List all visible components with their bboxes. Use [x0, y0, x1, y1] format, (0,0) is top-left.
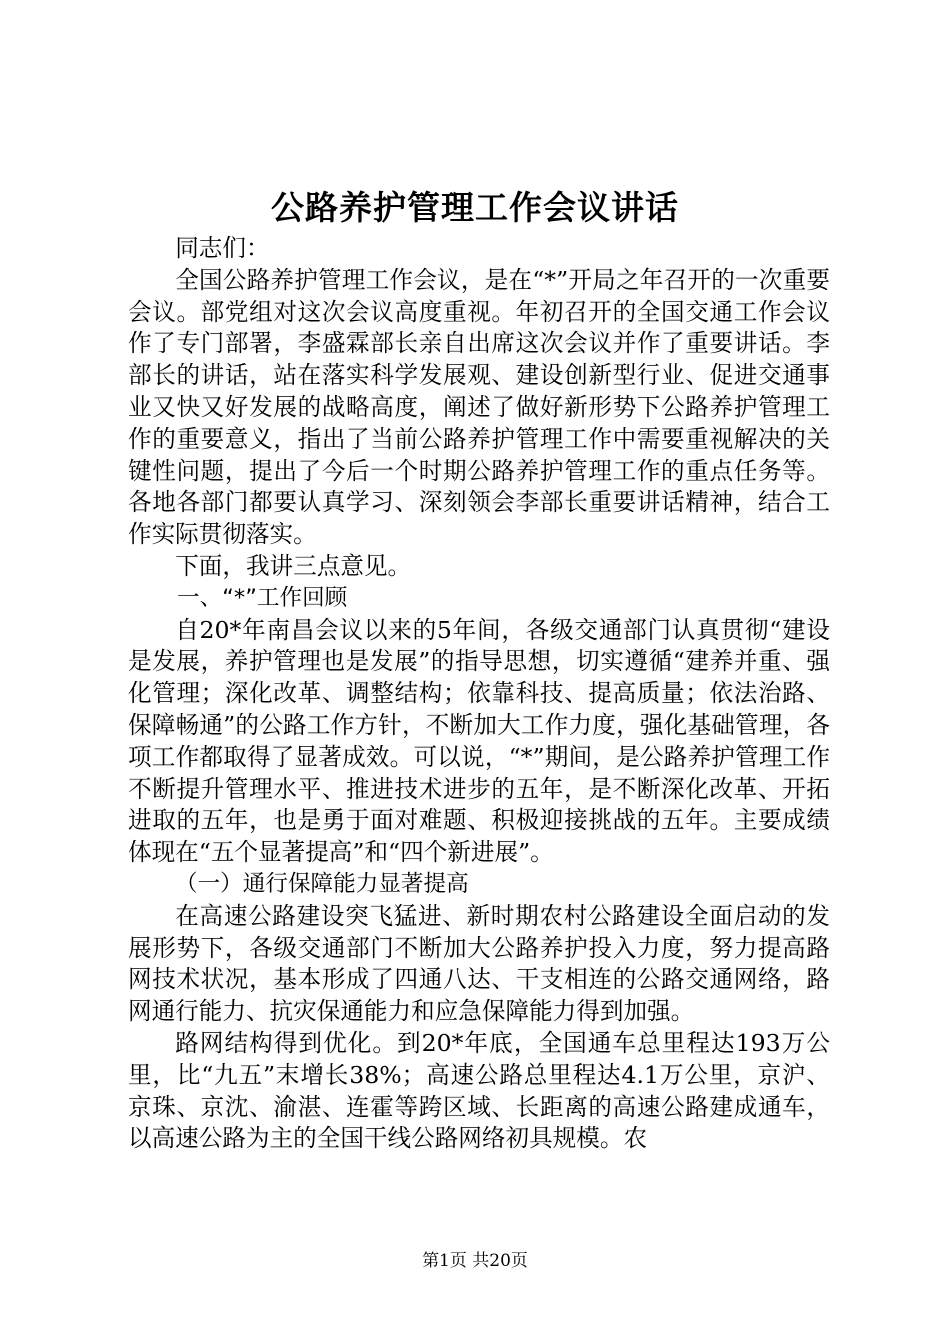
paragraph-review: 自20*年南昌会议以来的5年间，各级交通部门认真贯彻“建设是发展，养护管理也是发展”的指导思想，切实遵循“建养并重、强化管理；深化改革、调整结构；依靠科技、提高质量；依法治路、保障畅通”的公路工作方针，不断加大工作力度，强化基础管理，各项工作都取得了显著成效。可以说，“*”期间，是公路养护管理工作不断提升管理水平、推进技术进步的五年，是不断深化改革、开拓进取的五年，也是勇于面对难题、积极迎接挑战的五年。主要成绩体现在“五个显著提高”和“四个新进展”。 [128, 615, 830, 867]
page-number-footer: 第1页 共20页 [422, 1251, 528, 1271]
subsection-heading-capacity: （一）通行保障能力显著提高 [175, 870, 469, 897]
paragraph-transition: 下面，我讲三点意见。 [175, 551, 412, 580]
paragraph-intro: 全国公路养护管理工作会议，是在“*”开局之年召开的一次重要会议。部党组对这次会议高度重视。年初召开的全国交通工作会议作了专门部署，李盛霖部长亲自出席这次会议并作了重要讲话。李部长的讲话，站在落实科学发展观、建设创新型行业、促进交通事业又快又好发展的战略高度，阐述了做好新形势下公路养护管理工作的重要意义，指出了当前公路养护管理工作中需要重视解决的关键性问题，提出了今后一个时期公路养护管理工作的重点任务等。各地各部门都要认真学习、深刻领会李部长重要讲话精神，结合工作实际贯彻落实。 [128, 265, 830, 549]
section-heading-review: 一、“*”工作回顾 [177, 584, 348, 611]
document-title: 公路养护管理工作会议讲话 [271, 188, 679, 227]
salutation: 同志们： [175, 234, 270, 262]
paragraph-network: 路网结构得到优化。到20*年底，全国通车总里程达193万公里，比“九五”末增长38%；高速公路总里程达4.1万公里，京沪、京珠、京沈、渝湛、连霍等跨区域、长距离的高速公路建成通车，以高速公路为主的全国干线公路网络初具规模。农 [128, 1028, 830, 1153]
paragraph-capacity: 在高速公路建设突飞猛进、新时期农村公路建设全面启动的发展形势下，各级交通部门不断加大公路养护投入力度，努力提高路网技术状况，基本形成了四通八达、干支相连的公路交通网络，路网通行能力、抗灾保通能力和应急保障能力得到加强。 [128, 901, 830, 1026]
document-body [128, 233, 830, 1155]
